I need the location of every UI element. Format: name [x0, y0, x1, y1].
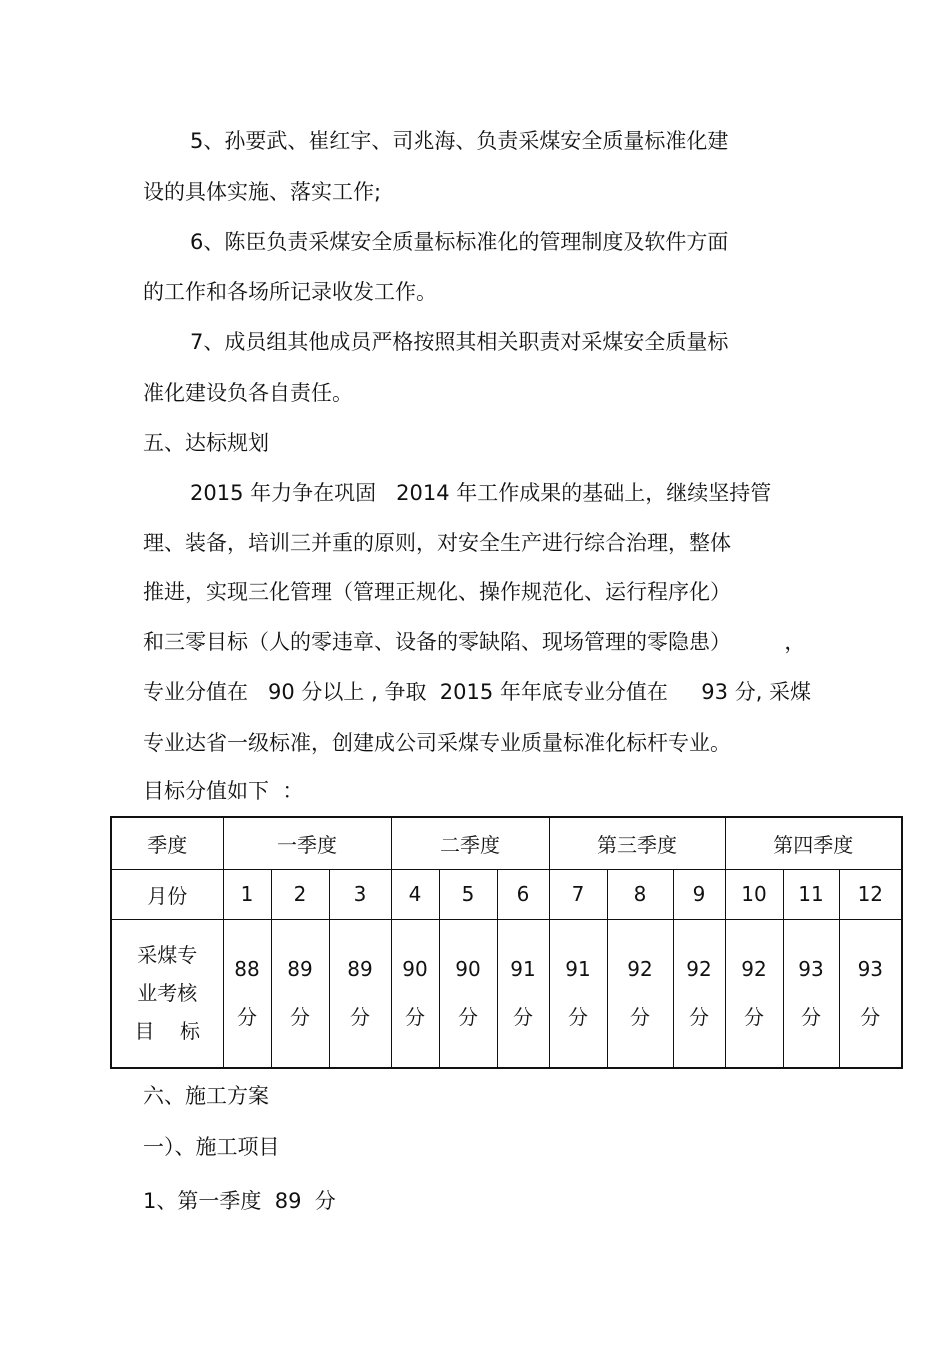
- target-value-cell: [725, 919, 783, 1068]
- month-header-cell: 月份: [111, 869, 223, 919]
- month-cell: 6: [497, 869, 549, 919]
- paragraph-line: 推进，实现三化管理（管理正规化、操作规范化、运行程序化）: [143, 580, 731, 604]
- target-value: 92: [627, 957, 653, 982]
- target-unit: 分: [568, 1005, 589, 1030]
- target-value-cell: [391, 919, 439, 1068]
- target-value: 92: [686, 957, 712, 982]
- month-cell: 5: [439, 869, 497, 919]
- target-value: 90: [455, 957, 481, 982]
- target-unit: 分: [801, 1005, 822, 1030]
- target-unit: 分: [689, 1005, 710, 1030]
- season-cell: 第四季度: [725, 817, 902, 869]
- target-value-cell: [783, 919, 839, 1068]
- target-unit: 分: [290, 1005, 310, 1030]
- season-cell: 一季度: [223, 817, 391, 869]
- paragraph-line: 6、陈臣负责采煤安全质量标标准化的管理制度及软件方面: [190, 230, 729, 254]
- target-unit: 分: [630, 1005, 651, 1030]
- section-heading: 五、达标规划: [143, 431, 269, 455]
- target-value-cell: [271, 919, 329, 1068]
- target-score-table: [110, 816, 903, 1069]
- target-value-cell: [839, 919, 902, 1068]
- target-value: 90: [402, 957, 428, 982]
- target-value: 93: [798, 957, 824, 982]
- month-cell: 1: [223, 869, 271, 919]
- month-cell: 3: [329, 869, 391, 919]
- target-value-cell: [497, 919, 549, 1068]
- paragraph-line: 准化建设负各自责任。: [143, 381, 353, 405]
- target-value: 93: [857, 957, 884, 982]
- target-value: 91: [510, 957, 536, 982]
- paragraph-line: 理、装备，培训三并重的原则，对安全生产进行综合治理，整体: [143, 531, 731, 555]
- target-unit: 分: [350, 1005, 370, 1030]
- target-row: [111, 919, 902, 1068]
- season-cell: 二季度: [391, 817, 549, 869]
- section-heading: 六、施工方案: [143, 1084, 269, 1108]
- paragraph-line: 专业分值在 90 分以上 , 争取 2015 年年底专业分值在 93 分, 采煤: [143, 680, 812, 704]
- month-cell: 7: [549, 869, 607, 919]
- paragraph-line: 5、孙要武、崔红宇、司兆海、负责采煤安全质量标准化建: [190, 129, 729, 153]
- target-unit: 分: [860, 1005, 881, 1030]
- target-unit: 分: [458, 1005, 479, 1030]
- month-cell: 12: [839, 869, 902, 919]
- paragraph-line: 2015 年力争在巩固 2014 年工作成果的基础上，继续坚持管: [190, 481, 772, 505]
- month-cell: 9: [673, 869, 725, 919]
- target-label-line: 业考核: [137, 981, 198, 1006]
- target-value-cell: [607, 919, 673, 1068]
- target-value: 92: [741, 957, 767, 982]
- target-value: 88: [234, 957, 260, 982]
- season-cell: 第三季度: [549, 817, 725, 869]
- target-value: 89: [287, 957, 313, 982]
- target-value: 91: [565, 957, 591, 982]
- target-value-cell: [329, 919, 391, 1068]
- target-unit: 分: [237, 1005, 257, 1030]
- target-unit: 分: [513, 1005, 534, 1030]
- target-value-cell: [223, 919, 271, 1068]
- target-label-line: 目 标: [134, 1019, 200, 1044]
- paragraph-line: 设的具体实施、落实工作;: [143, 180, 382, 204]
- target-value-cell: [439, 919, 497, 1068]
- month-cell: 2: [271, 869, 329, 919]
- target-unit: 分: [744, 1005, 765, 1030]
- target-value: 89: [347, 957, 373, 982]
- paragraph-line: 专业达省一级标准，创建成公司采煤专业质量标准化标杆专业。: [143, 731, 731, 755]
- target-label-line: 采煤专: [137, 943, 198, 968]
- month-cell: 4: [391, 869, 439, 919]
- subsection-heading: 一）、施工项目: [143, 1135, 280, 1159]
- paragraph-line: 目标分值如下 ：: [143, 779, 304, 803]
- month-row: [111, 869, 902, 919]
- target-unit: 分: [405, 1005, 426, 1030]
- season-header-cell: 季度: [111, 817, 223, 869]
- month-cell: 8: [607, 869, 673, 919]
- paragraph-line: 的工作和各场所记录收发工作。: [143, 280, 437, 304]
- target-value-cell: [549, 919, 607, 1068]
- paragraph-line: 和三零目标（人的零违章、设备的零缺陷、现场管理的零隐患） ，: [143, 630, 806, 654]
- month-cell: 11: [783, 869, 839, 919]
- season-row: [111, 817, 902, 869]
- paragraph-line: 1、第一季度 89 分: [143, 1189, 336, 1213]
- paragraph-line: 7、成员组其他成员严格按照其相关职责对采煤安全质量标: [190, 330, 729, 354]
- target-label-cell: [111, 919, 223, 1068]
- month-cell: 10: [725, 869, 783, 919]
- target-value-cell: [673, 919, 725, 1068]
